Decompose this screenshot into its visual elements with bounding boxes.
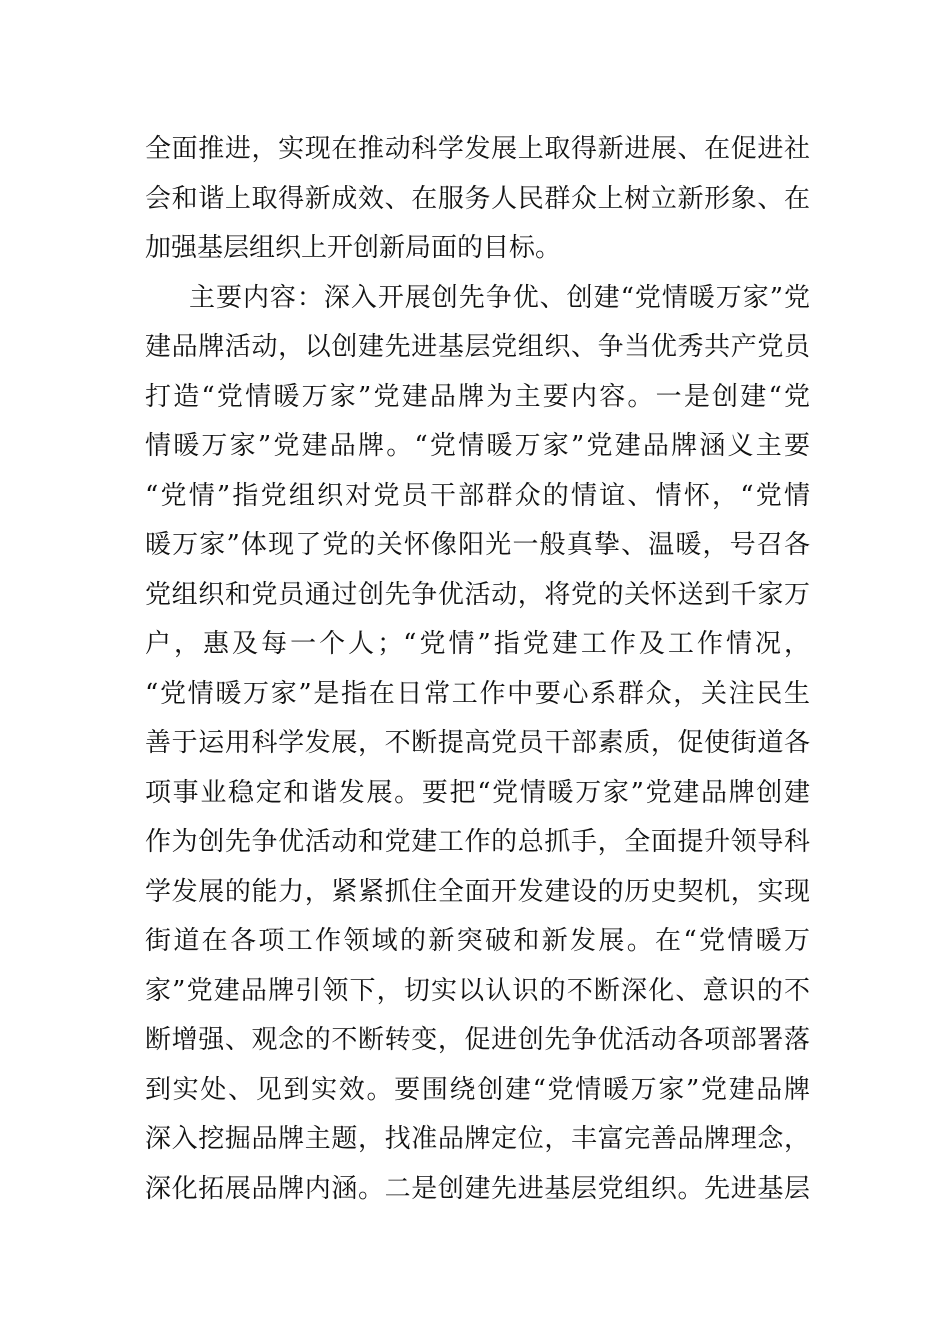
text-line: 街道在各项工作领域的新突破和新发展。在“党情暖万: [145, 926, 810, 956]
text-line: 善于运用科学发展，不断提高党员干部素质，促使街道各: [145, 728, 810, 758]
text-line: 深入挖掘品牌主题，找准品牌定位，丰富完善品牌理念，: [145, 1124, 810, 1154]
text-line: 学发展的能力，紧紧抓住全面开发建设的历史契机，实现: [145, 876, 810, 907]
body-text: [145, 125, 810, 1313]
paragraph-2: [145, 274, 810, 1314]
text-line: 党组织和党员通过创先争优活动，将党的关怀送到千家万: [145, 579, 810, 610]
text-line: [145, 1214, 810, 1264]
text-line: 建品牌活动，以创建先进基层党组织、争当优秀共产党员: [145, 332, 810, 362]
text-line: 到实处、见到实效。要围绕创建“党情暖万家”党建品牌: [145, 1074, 810, 1105]
paragraph-1: [145, 125, 810, 274]
text-line: “党情暖万家”是指在日常工作中要心系群众，关注民生: [145, 678, 810, 709]
text-line: “党情”指党组织对党员干部群众的情谊、情怀，“党情: [145, 480, 810, 511]
text-line: [145, 1264, 810, 1314]
text-line: 情暖万家”党建品牌。“党情暖万家”党建品牌涵义主要: [145, 431, 810, 461]
text-line: 深化拓展品牌内涵。二是创建先进基层党组织。先进基层: [145, 1173, 810, 1204]
text-line: 打造“党情暖万家”党建品牌为主要内容。一是创建“党: [145, 381, 810, 412]
text-line: 加强基层组织上开创新局面的目标。: [145, 233, 562, 263]
text-line: 暖万家”体现了党的关怀像阳光一般真挚、温暖，号召各: [145, 530, 810, 560]
text-line: 家”党建品牌引领下，切实以认识的不断深化、意识的不: [145, 975, 810, 1006]
text-line: 项事业稳定和谐发展。要把“党情暖万家”党建品牌创建: [145, 777, 810, 808]
text-line: 全面推进，实现在推动科学发展上取得新进展、在促进社: [145, 134, 810, 164]
text-line: 作为创先争优活动和党建工作的总抓手，全面提升领导科: [145, 827, 810, 857]
text-line: 主要内容：深入开展创先争优、创建“党情暖万家”党: [189, 282, 810, 313]
text-line: 会和谐上取得新成效、在服务人民群众上树立新形象、在: [145, 183, 810, 214]
text-line: 断增强、观念的不断转变，促进创先争优活动各项部署落: [145, 1025, 810, 1055]
text-line: 户，惠及每一个人；“党情”指党建工作及工作情况，: [145, 629, 810, 659]
